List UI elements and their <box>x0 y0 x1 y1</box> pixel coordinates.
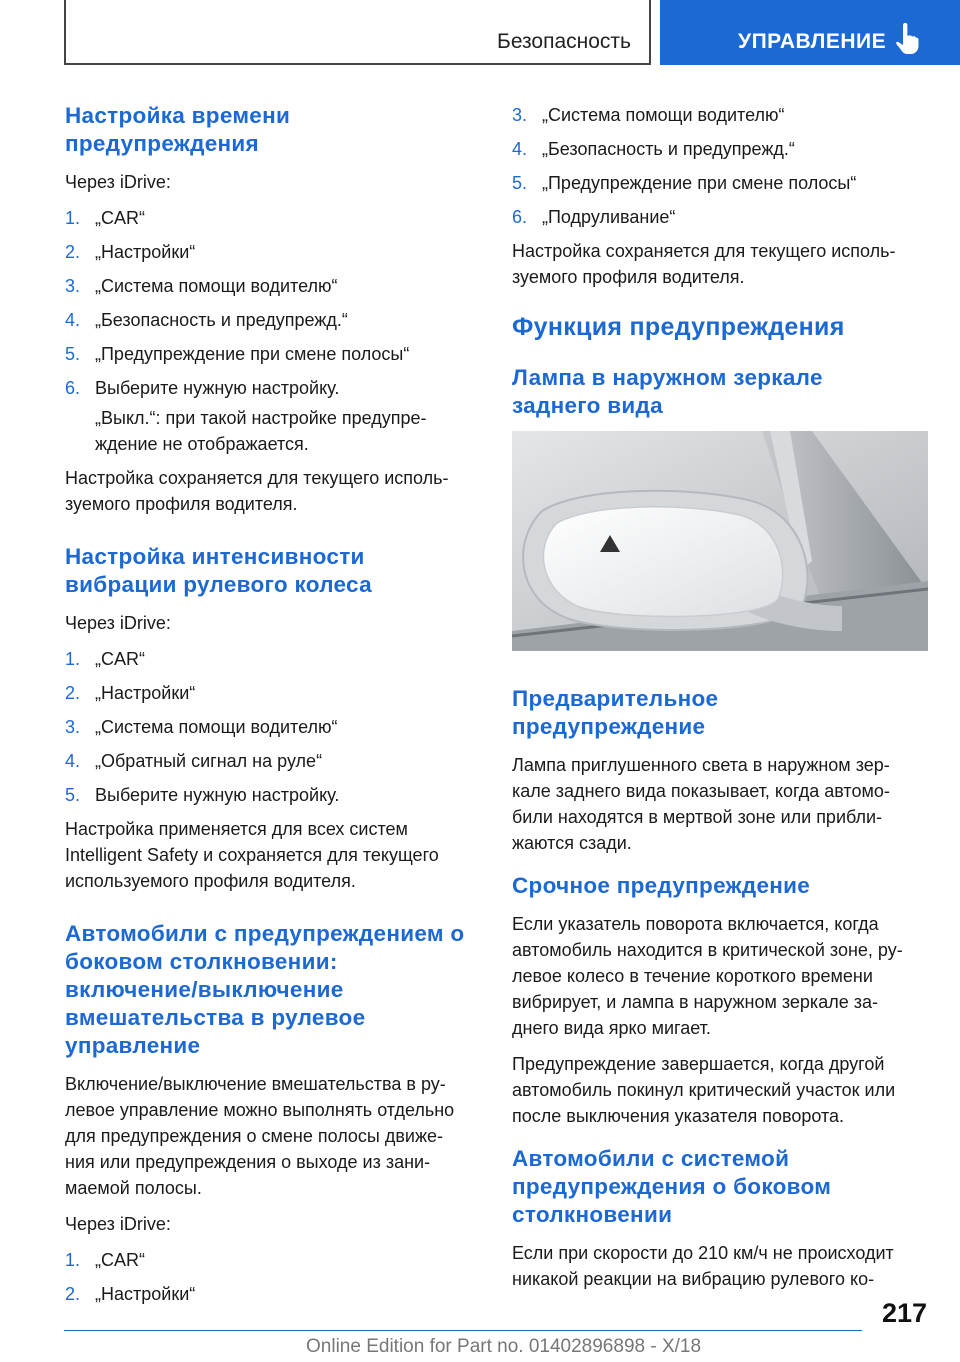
footer-edition: Online Edition for Part no. 01402896898 - X/18 <box>306 1336 702 1357</box>
chapter-tab-label: УПРАВЛЕНИЕ <box>738 30 887 53</box>
section-header-box <box>64 0 651 65</box>
via-idrive-text: Через iDrive: <box>65 613 171 633</box>
heading-side-collision: Автомобили с системой предупреждения о боковом столкновении <box>512 1146 832 1227</box>
chapter-tab <box>660 0 960 65</box>
steps-list-steering <box>65 1247 480 1307</box>
profile-saved-text: Настройка сохраняется для текущего исполь- зуемого профиля водителя. <box>512 241 896 287</box>
list-item: 5. „Предупреждение при смене полосы“ <box>512 173 857 193</box>
list-item: 1. „CAR“ <box>65 649 145 669</box>
heading-urgent-warning: Срочное предупреждение <box>512 873 811 898</box>
heading-vibration-intensity: Настройка интенсивности вибрации рулевого колеса <box>65 544 372 597</box>
list-item: 2. „Настройки“ <box>65 683 196 703</box>
side-collision-text: Если при скорости до 210 км/ч не происходит никакой реакции на вибрацию рулевого ко- <box>512 1243 894 1289</box>
pointing-hand-icon <box>894 23 920 55</box>
warning-end-text: Предупреждение завершается, когда другой автомобиль покинул критический участок или после выключения указателя поворота. <box>512 1054 896 1126</box>
list-item: 1. „CAR“ <box>65 1250 145 1270</box>
list-item: 6. „Подруливание“ <box>512 207 676 227</box>
heading-mirror-lamp: Лампа в наружном зеркале заднего вида <box>512 365 823 418</box>
steering-intervention-text: Включение/выключение вмешательства в ру- левое управление можно выполнять отдельно для предупреждения о смене полосы движе- ния или предупреждения о выходе из зани- маемой полосы. <box>65 1074 455 1198</box>
heading-warning-time: Настройка времени предупреждения <box>65 103 291 156</box>
urgent-warning-text: Если указатель поворота включается, когда автомобиль находится в критической зоне, ру- левое колесо в течение короткого времени вибрирует, и лампа в наружном зеркале за- днего вида ярко мигает. <box>512 914 903 1038</box>
steps-list-vibration <box>65 646 480 808</box>
mirror-lamp-illustration <box>512 431 928 651</box>
via-idrive-text: Через iDrive: <box>65 172 171 192</box>
list-item: 2. „Настройки“ <box>65 242 196 262</box>
right-column <box>512 102 932 1302</box>
page-number: 217 <box>881 1298 927 1328</box>
list-item: 5. Выберите нужную настройку. <box>65 785 340 805</box>
list-item: 4. „Безопасность и предупрежд.“ <box>512 139 795 159</box>
pre-warning-text: Лампа приглушенного света в наружном зер- кале заднего вида показывает, когда автомо- били находятся в мертвой зоне или прибли- жаются сзади. <box>512 755 890 853</box>
list-item: 3. „Система помощи водителю“ <box>65 717 338 737</box>
steps-list-warning-time <box>65 205 480 401</box>
footer-divider <box>64 1330 862 1331</box>
list-item: 3. „Система помощи водителю“ <box>512 105 785 125</box>
off-setting-note: „Выкл.“: при такой настройке предупре- ждение не отображается. <box>95 408 427 454</box>
list-item: 6. Выберите нужную настройку. <box>65 378 340 398</box>
steps-list-continued <box>512 102 932 230</box>
profile-saved-text: Настройка сохраняется для текущего исполь- зуемого профиля водителя. <box>65 468 449 514</box>
heading-steering-intervention: Автомобили с предупреждением о боковом столкновении: включение/выключение вмешательства в рулевое управление <box>65 921 465 1058</box>
list-item: 2. „Настройки“ <box>65 1284 196 1304</box>
list-item: 5. „Предупреждение при смене полосы“ <box>65 344 410 364</box>
section-title: Безопасность <box>497 30 631 53</box>
list-item: 4. „Безопасность и предупрежд.“ <box>65 310 348 330</box>
via-idrive-text: Через iDrive: <box>65 1214 171 1234</box>
intelligent-safety-text: Настройка применяется для всех систем Intelligent Safety и сохраняется для текущего используемого профиля водителя. <box>65 819 439 891</box>
list-item: 4. „Обратный сигнал на руле“ <box>65 751 323 771</box>
list-item: 1. „CAR“ <box>65 208 145 228</box>
heading-warning-function: Функция предупреждения <box>512 313 845 341</box>
page-header <box>0 0 960 66</box>
left-column <box>65 102 480 1315</box>
list-item: 3. „Система помощи водителю“ <box>65 276 338 296</box>
heading-pre-warning: Предварительное предупреждение <box>512 686 719 739</box>
